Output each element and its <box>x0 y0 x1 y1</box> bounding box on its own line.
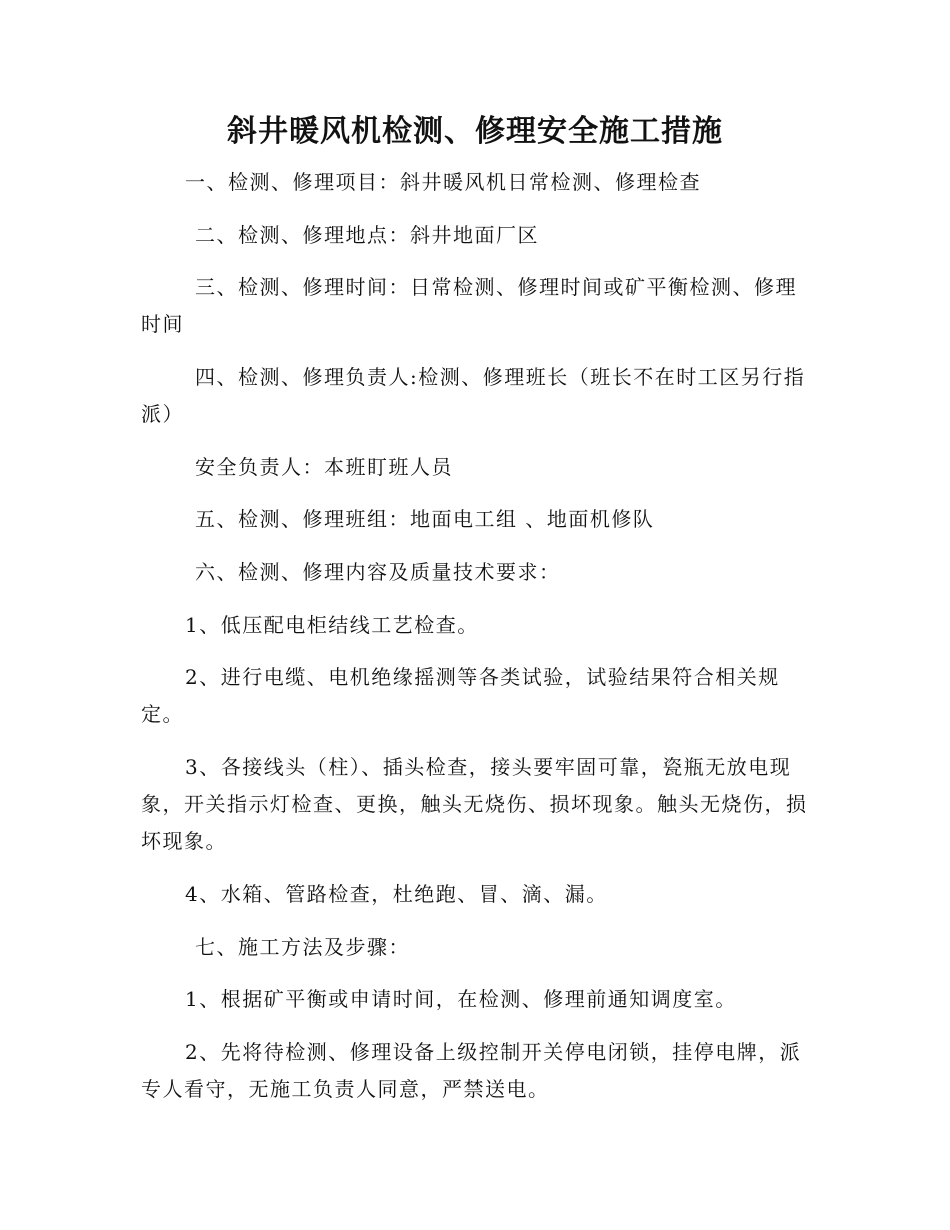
document-title: 斜井暖风机检测、修理安全施工措施 <box>227 114 723 149</box>
paragraph-item: 四、检测、修理负责人:检测、修理班长（班长不在时工区另行指派） <box>141 365 806 426</box>
paragraph-item: 安全负责人：本班盯班人员 <box>195 455 453 479</box>
paragraph-item: 2、先将待检测、修理设备上级控制开关停电闭锁，挂停电牌，派专人看守，无施工负责人同意，严禁送电。 <box>141 1040 802 1101</box>
paragraph-item: 1、低压配电柜结线工艺检查。 <box>185 613 479 637</box>
paragraph-item: 2、进行电缆、电机绝缘摇测等各类试验，试验结果符合相关规定。 <box>141 665 780 726</box>
paragraph-item: 4、水箱、管路检查，杜绝跑、冒、滴、漏。 <box>185 882 608 906</box>
paragraph-item: 3、各接线头（柱）、插头检查，接头要牢固可靠，瓷瓶无放电现象，开关指示灯检查、更换，触头无烧伤、损坏现象。触头无烧伤，损坏现象。 <box>141 755 808 853</box>
paragraph-item: 1、根据矿平衡或申请时间，在检测、修理前通知调度室。 <box>185 987 737 1011</box>
paragraph-item: 七、施工方法及步骤： <box>195 935 410 959</box>
paragraph-item: 三、检测、修理时间：日常检测、修理时间或矿平衡检测、修理时间 <box>141 275 797 336</box>
paragraph-item: 一、检测、修理项目：斜井暖风机日常检测、修理检查 <box>185 170 701 194</box>
paragraph-item: 二、检测、修理地点：斜井地面厂区 <box>195 223 539 247</box>
paragraph-item: 五、检测、修理班组：地面电工组 、地面机修队 <box>195 507 655 531</box>
paragraph-item: 六、检测、修理内容及质量技术要求： <box>195 560 561 584</box>
